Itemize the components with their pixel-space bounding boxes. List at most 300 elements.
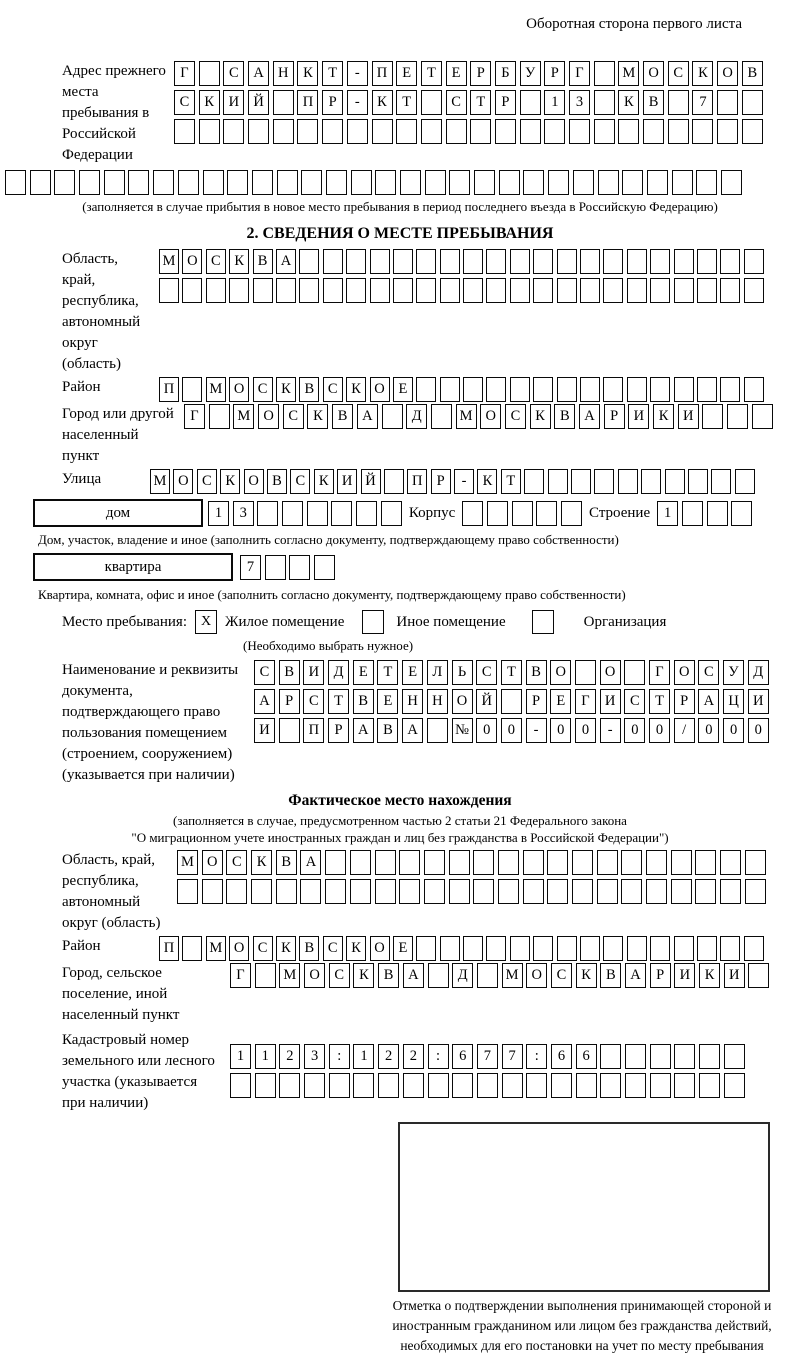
char-box: [594, 61, 615, 86]
char-box: [682, 501, 703, 526]
char-box: О: [304, 963, 325, 988]
char-box: Г: [184, 404, 205, 429]
char-box: [199, 119, 220, 144]
street-row: [62, 469, 800, 494]
char-box: [79, 170, 100, 195]
char-box: [416, 377, 436, 402]
char-box: С: [223, 61, 244, 86]
char-box: [510, 936, 530, 961]
char-box: Р: [526, 689, 547, 714]
char-box: [178, 170, 199, 195]
char-box: [707, 501, 728, 526]
char-box: С: [551, 963, 572, 988]
char-box: А: [353, 718, 374, 743]
char-box: [325, 879, 346, 904]
char-box: 3: [569, 90, 590, 115]
char-box: Р: [431, 469, 451, 494]
char-box: [699, 1044, 720, 1069]
char-box: [477, 963, 498, 988]
char-box: [279, 1073, 300, 1098]
char-box: [688, 469, 708, 494]
char-box: Т: [322, 61, 343, 86]
char-box: [674, 1044, 695, 1069]
char-box: [646, 879, 667, 904]
char-box: [229, 278, 249, 303]
char-box: О: [229, 377, 249, 402]
char-box: [603, 936, 623, 961]
prev-address-grid: [174, 61, 763, 144]
char-box: [384, 469, 404, 494]
char-box: О: [173, 469, 193, 494]
char-box: С: [254, 660, 275, 685]
char-box: М: [206, 936, 226, 961]
actual-city-row: [62, 963, 800, 1026]
stay-type-row: [62, 610, 800, 634]
char-box: Й: [476, 689, 497, 714]
char-box: [297, 119, 318, 144]
char-box: [510, 278, 530, 303]
char-box: [375, 170, 396, 195]
region-label: Область, край, республика, автономный округ (область): [62, 251, 141, 372]
char-box: [372, 119, 393, 144]
prev-address-row-4: [5, 170, 800, 195]
char-box: [674, 936, 694, 961]
char-box: О: [550, 660, 571, 685]
char-box: К: [477, 469, 497, 494]
district-grid: [159, 377, 764, 402]
char-box: П: [372, 61, 393, 86]
char-box: [304, 1073, 325, 1098]
char-box: Е: [393, 936, 413, 961]
char-box: [575, 660, 596, 685]
char-box: [351, 170, 372, 195]
char-box: [724, 1073, 745, 1098]
char-box: [421, 90, 442, 115]
actual-city-grid: [230, 963, 769, 988]
char-box: [421, 119, 442, 144]
char-box: [209, 404, 230, 429]
char-box: М: [177, 850, 198, 875]
char-box: [252, 170, 273, 195]
char-box: [717, 90, 738, 115]
char-box: [551, 1073, 572, 1098]
char-box: [627, 936, 647, 961]
char-box: 1: [255, 1044, 276, 1069]
char-box: [5, 170, 26, 195]
char-box: К: [199, 90, 220, 115]
char-box: О: [202, 850, 223, 875]
char-box: [203, 170, 224, 195]
char-box: М: [279, 963, 300, 988]
char-box: [646, 850, 667, 875]
organization-option-label: Организация: [583, 613, 667, 630]
stroenie-grid: [657, 501, 752, 526]
char-box: [548, 469, 568, 494]
char-box: Р: [279, 689, 300, 714]
char-box: [603, 249, 623, 274]
char-box: И: [724, 963, 745, 988]
char-box: [745, 879, 766, 904]
char-box: С: [253, 936, 273, 961]
char-box: О: [717, 61, 738, 86]
char-box: [486, 249, 506, 274]
char-box: [674, 1073, 695, 1098]
char-box: М: [233, 404, 254, 429]
char-box: Р: [544, 61, 565, 86]
char-box: Р: [495, 90, 516, 115]
char-box: [54, 170, 75, 195]
char-box: [650, 936, 670, 961]
char-box: [627, 249, 647, 274]
char-box: С: [253, 377, 273, 402]
char-box: У: [723, 660, 744, 685]
char-box: 7: [692, 90, 713, 115]
char-box: П: [159, 377, 179, 402]
char-box: 6: [452, 1044, 473, 1069]
char-box: [622, 170, 643, 195]
char-box: О: [182, 249, 202, 274]
char-box: А: [276, 249, 296, 274]
char-box: С: [303, 689, 324, 714]
char-box: [223, 119, 244, 144]
page-side-note: Оборотная сторона первого листа: [526, 16, 742, 32]
char-box: [159, 278, 179, 303]
char-box: К: [276, 377, 296, 402]
char-box: [536, 501, 557, 526]
char-box: Д: [328, 660, 349, 685]
house-number-grid: [208, 501, 402, 526]
char-box: Г: [174, 61, 195, 86]
char-box: 2: [279, 1044, 300, 1069]
char-box: В: [299, 936, 319, 961]
char-box: [128, 170, 149, 195]
apartment-row: [33, 553, 800, 581]
char-box: [621, 850, 642, 875]
char-box: [375, 879, 396, 904]
other-premises-checkbox: [362, 610, 384, 634]
char-box: Т: [501, 660, 522, 685]
char-box: [440, 377, 460, 402]
char-box: И: [600, 689, 621, 714]
char-box: К: [229, 249, 249, 274]
char-box: 0: [624, 718, 645, 743]
char-box: С: [283, 404, 304, 429]
char-box: [742, 90, 763, 115]
char-box: Р: [322, 90, 343, 115]
char-box: 6: [576, 1044, 597, 1069]
char-box: [424, 850, 445, 875]
char-box: [650, 278, 670, 303]
char-box: [462, 501, 483, 526]
char-box: [594, 90, 615, 115]
char-box: [440, 278, 460, 303]
char-box: [594, 469, 614, 494]
korpus-label: Корпус: [408, 504, 456, 521]
char-box: Р: [328, 718, 349, 743]
char-box: [282, 501, 303, 526]
char-box: -: [600, 718, 621, 743]
char-box: [403, 1073, 424, 1098]
char-box: [597, 879, 618, 904]
cadastral-row: [62, 1030, 800, 1114]
char-box: Н: [402, 689, 423, 714]
char-box: [697, 377, 717, 402]
char-box: [624, 660, 645, 685]
char-box: Т: [377, 660, 398, 685]
char-box: [641, 469, 661, 494]
char-box: П: [159, 936, 179, 961]
char-box: [569, 119, 590, 144]
char-box: [416, 936, 436, 961]
char-box: [449, 170, 470, 195]
char-box: М: [159, 249, 179, 274]
char-box: 0: [748, 718, 769, 743]
char-box: [446, 119, 467, 144]
char-box: [697, 936, 717, 961]
char-box: К: [372, 90, 393, 115]
char-box: [526, 1073, 547, 1098]
char-box: [416, 278, 436, 303]
char-box: [625, 1073, 646, 1098]
char-box: И: [303, 660, 324, 685]
apartment-note: Квартира, комната, офис и иное (заполнить согласно документу, подтверждающему право собственности): [38, 587, 626, 602]
char-box: [440, 249, 460, 274]
char-box: К: [314, 469, 334, 494]
char-box: К: [220, 469, 240, 494]
char-box: С: [226, 850, 247, 875]
char-box: [487, 501, 508, 526]
char-box: [721, 170, 742, 195]
char-box: [580, 249, 600, 274]
char-box: [720, 850, 741, 875]
char-box: [276, 879, 297, 904]
char-box: [375, 850, 396, 875]
char-box: С: [668, 61, 689, 86]
char-box: В: [643, 90, 664, 115]
char-box: [378, 1073, 399, 1098]
char-box: 1: [353, 1044, 374, 1069]
city-grid: [184, 404, 773, 429]
char-box: Г: [649, 660, 670, 685]
char-box: [182, 377, 202, 402]
char-box: 0: [723, 718, 744, 743]
char-box: Д: [748, 660, 769, 685]
char-box: С: [197, 469, 217, 494]
char-box: [182, 936, 202, 961]
char-box: Е: [377, 689, 398, 714]
char-box: С: [329, 963, 350, 988]
region-row: [62, 249, 800, 375]
actual-region-grid: [177, 850, 766, 904]
char-box: [748, 963, 769, 988]
char-box: [557, 936, 577, 961]
char-box: [474, 170, 495, 195]
char-box: [382, 404, 403, 429]
char-box: [671, 850, 692, 875]
char-box: [449, 879, 470, 904]
char-box: [650, 249, 670, 274]
char-box: [227, 170, 248, 195]
char-box: [573, 170, 594, 195]
char-box: [702, 404, 723, 429]
char-box: Т: [649, 689, 670, 714]
char-box: И: [628, 404, 649, 429]
char-box: Б: [495, 61, 516, 86]
document-label: Наименование и реквизиты документа, подтверждающего право пользования помещением (строением, сооружением) (указывается при наличии): [62, 662, 239, 783]
char-box: [486, 377, 506, 402]
char-box: [544, 119, 565, 144]
char-box: Т: [501, 469, 521, 494]
cadastral-label: Кадастровый номер земельного или лесного участка (указывается при наличии): [62, 1032, 215, 1111]
char-box: В: [554, 404, 575, 429]
char-box: К: [353, 963, 374, 988]
char-box: [523, 170, 544, 195]
char-box: К: [346, 377, 366, 402]
char-box: [329, 1073, 350, 1098]
char-box: [307, 501, 328, 526]
char-box: [557, 377, 577, 402]
char-box: [697, 249, 717, 274]
char-box: [428, 1073, 449, 1098]
char-box: О: [452, 689, 473, 714]
char-box: [580, 936, 600, 961]
document-grid: [254, 660, 769, 743]
char-box: О: [370, 936, 390, 961]
char-box: [580, 377, 600, 402]
actual-region-row-2: [177, 879, 766, 904]
char-box: А: [698, 689, 719, 714]
char-box: [627, 278, 647, 303]
char-box: К: [692, 61, 713, 86]
char-box: М: [618, 61, 639, 86]
char-box: :: [329, 1044, 350, 1069]
char-box: [711, 469, 731, 494]
cadastral-row-2: [230, 1073, 745, 1098]
cadastral-row-1: [230, 1044, 745, 1069]
char-box: [557, 278, 577, 303]
char-box: Л: [427, 660, 448, 685]
char-box: [731, 501, 752, 526]
char-box: [621, 879, 642, 904]
section2-title: 2. СВЕДЕНИЯ О МЕСТЕ ПРЕБЫВАНИЯ: [246, 225, 554, 242]
char-box: К: [618, 90, 639, 115]
char-box: В: [276, 850, 297, 875]
char-box: [470, 119, 491, 144]
char-box: /: [674, 718, 695, 743]
char-box: [230, 1073, 251, 1098]
char-box: -: [347, 90, 368, 115]
char-box: [498, 850, 519, 875]
char-box: [177, 879, 198, 904]
actual-location-title: Фактическое место нахождения: [288, 792, 512, 809]
char-box: [745, 850, 766, 875]
char-box: С: [323, 936, 343, 961]
char-box: [752, 404, 773, 429]
char-box: [463, 249, 483, 274]
house-field-label: дом: [33, 499, 203, 527]
char-box: [674, 278, 694, 303]
char-box: В: [742, 61, 763, 86]
residential-checkbox: X: [195, 610, 217, 634]
cadastral-grid: [230, 1044, 745, 1098]
char-box: [744, 377, 764, 402]
char-box: А: [357, 404, 378, 429]
char-box: [452, 1073, 473, 1098]
char-box: [547, 879, 568, 904]
char-box: [495, 119, 516, 144]
char-box: [720, 377, 740, 402]
char-box: [594, 119, 615, 144]
stay-type-note: (Необходимо выбрать нужное): [243, 638, 414, 653]
stroenie-label: Строение: [589, 504, 651, 521]
actual-region-row: [62, 850, 800, 934]
char-box: Е: [402, 660, 423, 685]
char-box: К: [297, 61, 318, 86]
char-box: [695, 879, 716, 904]
char-box: [346, 249, 366, 274]
char-box: [202, 879, 223, 904]
char-box: [501, 689, 522, 714]
char-box: А: [625, 963, 646, 988]
char-box: И: [223, 90, 244, 115]
char-box: Р: [604, 404, 625, 429]
other-premises-option-label: Иное помещение: [396, 613, 506, 630]
char-box: И: [748, 689, 769, 714]
char-box: [744, 249, 764, 274]
char-box: С: [206, 249, 226, 274]
actual-region-row-1: [177, 850, 766, 875]
char-box: [277, 170, 298, 195]
char-box: А: [403, 963, 424, 988]
actual-location-note-2: "О миграционном учете иностранных граждан и лиц без гражданства в Российской Федерации"): [131, 830, 669, 845]
prev-address-note: (заполняется в случае прибытия в новое место пребывания в период последнего въезда в Российскую Федерацию): [82, 199, 718, 214]
char-box: К: [576, 963, 597, 988]
char-box: [199, 61, 220, 86]
char-box: Е: [393, 377, 413, 402]
char-box: [326, 170, 347, 195]
char-box: Е: [396, 61, 417, 86]
actual-district-grid: [159, 936, 764, 961]
char-box: Ь: [452, 660, 473, 685]
char-box: [253, 278, 273, 303]
char-box: И: [674, 963, 695, 988]
form-page: [0, 16, 800, 1353]
char-box: 0: [476, 718, 497, 743]
char-box: 0: [501, 718, 522, 743]
char-box: [289, 555, 310, 580]
char-box: [524, 469, 544, 494]
char-box: [347, 119, 368, 144]
char-box: [153, 170, 174, 195]
char-box: [427, 718, 448, 743]
char-box: Ц: [723, 689, 744, 714]
char-box: [650, 377, 670, 402]
char-box: П: [297, 90, 318, 115]
char-box: Г: [230, 963, 251, 988]
char-box: К: [251, 850, 272, 875]
char-box: :: [428, 1044, 449, 1069]
street-label: Улица: [62, 471, 102, 487]
house-row: [33, 499, 800, 527]
char-box: [572, 850, 593, 875]
char-box: В: [253, 249, 273, 274]
char-box: -: [526, 718, 547, 743]
char-box: К: [699, 963, 720, 988]
char-box: [473, 879, 494, 904]
char-box: Т: [328, 689, 349, 714]
char-box: [300, 879, 321, 904]
char-box: [576, 1073, 597, 1098]
